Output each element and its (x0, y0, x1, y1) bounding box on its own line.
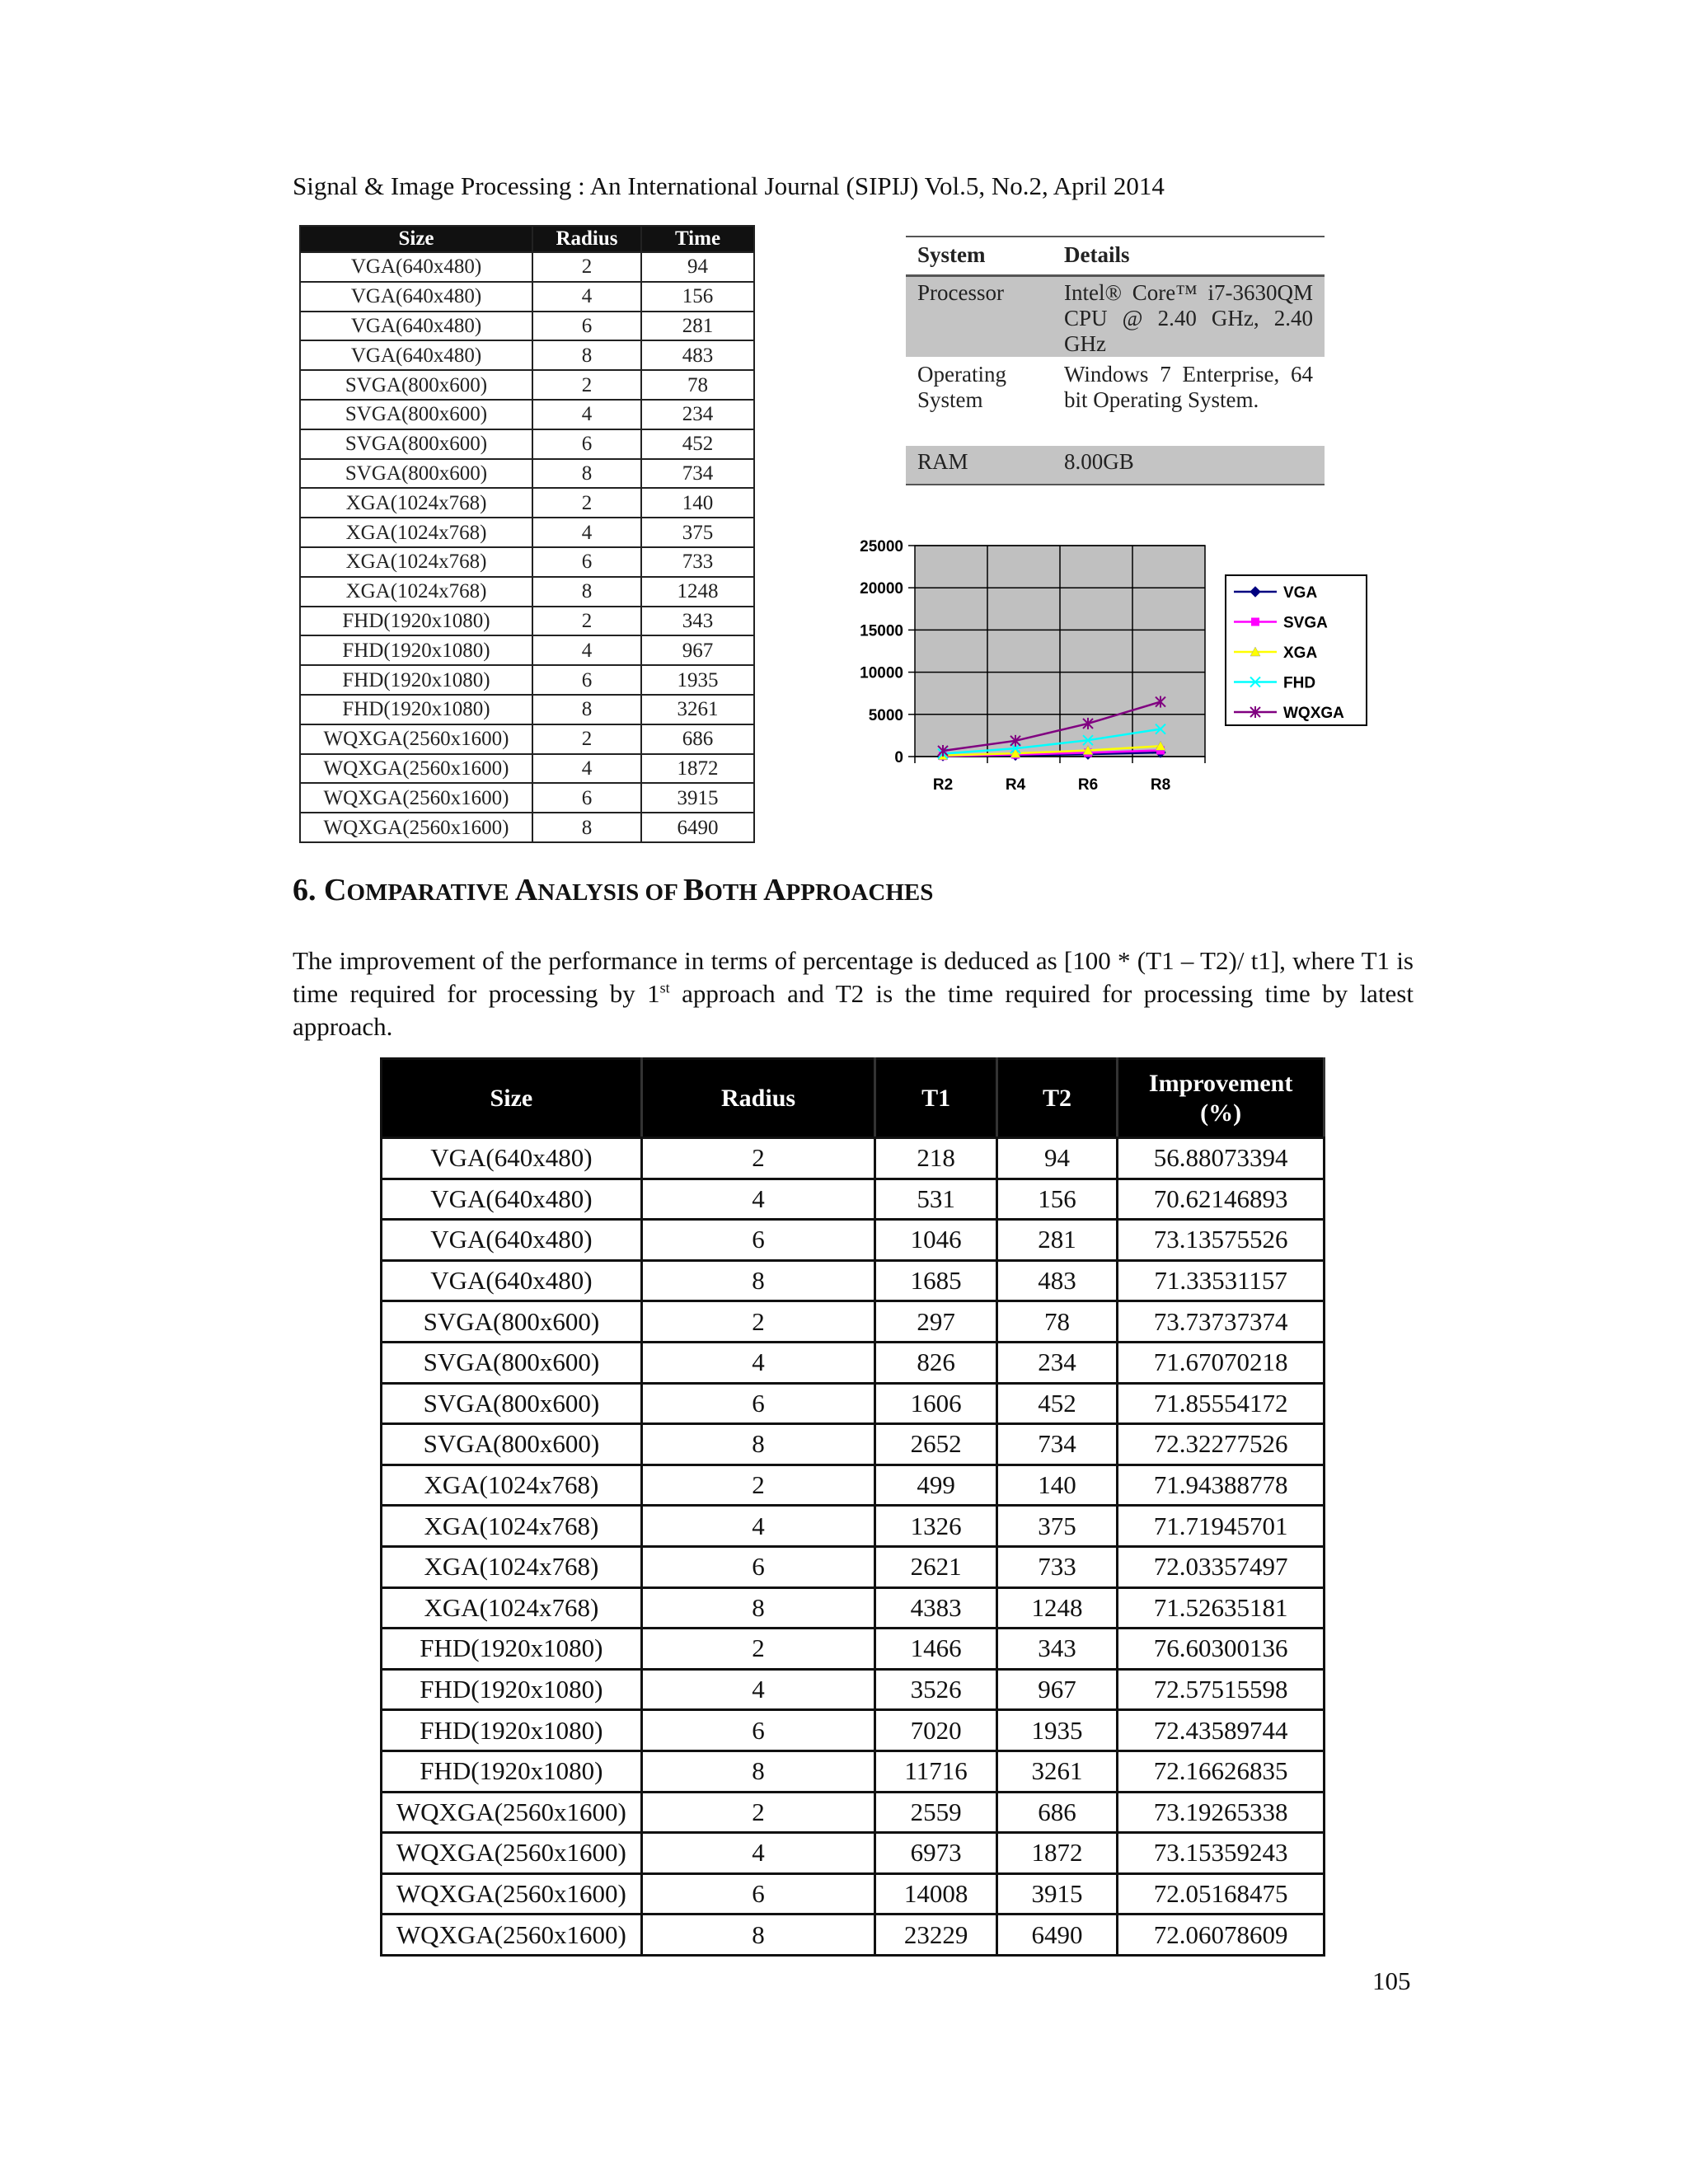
table-cell: WQXGA(2560x1600) (382, 1833, 642, 1874)
table-cell: 8 (532, 577, 641, 607)
table-cell: 2621 (875, 1546, 997, 1587)
table-cell: WQXGA(2560x1600) (300, 754, 532, 784)
table-cell: WQXGA(2560x1600) (300, 783, 532, 813)
performance-line-chart (832, 527, 1376, 808)
table-cell: 72.03357497 (1118, 1546, 1325, 1587)
table-cell: 1935 (641, 665, 754, 695)
comparison-table-row (382, 1342, 1325, 1383)
table-cell: WQXGA(2560x1600) (300, 813, 532, 842)
comparison-table-row (382, 1301, 1325, 1343)
table-cell: 2652 (875, 1424, 997, 1465)
legend-label: VGA (1283, 584, 1318, 602)
table-cell: 72.32277526 (1118, 1424, 1325, 1465)
chart-legend (1226, 575, 1367, 725)
table-cell: 6490 (641, 813, 754, 842)
table-cell: 234 (641, 400, 754, 429)
table-cell: 8 (641, 1750, 875, 1792)
legend-marker (1251, 618, 1259, 626)
table-cell: 73.15359243 (1118, 1833, 1325, 1874)
spec-row-ram (906, 446, 1325, 484)
timing-table-row (300, 577, 754, 607)
timing-table-row (300, 312, 754, 341)
table-cell: 6973 (875, 1833, 997, 1874)
comparison-table-row (382, 1669, 1325, 1710)
table-cell: 4 (532, 400, 641, 429)
comparison-table-row (382, 1792, 1325, 1833)
table-cell: 2 (641, 1465, 875, 1506)
table-cell: FHD(1920x1080) (382, 1750, 642, 1792)
table-cell: 6 (641, 1383, 875, 1424)
table-cell: 375 (996, 1506, 1117, 1547)
table-cell: 94 (641, 252, 754, 282)
spec-label: Processor (917, 280, 1004, 305)
ordinal-superscript: st (659, 979, 670, 996)
table-cell: 1872 (996, 1833, 1117, 1874)
table-cell: VGA(640x480) (382, 1179, 642, 1220)
table-cell: 156 (996, 1179, 1117, 1220)
table-cell: 11716 (875, 1750, 997, 1792)
table-cell: 6 (641, 1546, 875, 1587)
table-cell: 4 (532, 754, 641, 784)
table-cell: FHD(1920x1080) (300, 635, 532, 665)
timing-table-row (300, 370, 754, 400)
table-cell: 73.19265338 (1118, 1792, 1325, 1833)
comparison-table-row (382, 1424, 1325, 1465)
table-cell: WQXGA(2560x1600) (382, 1873, 642, 1915)
timing-table-body (300, 252, 754, 842)
y-tick-label: 10000 (860, 664, 903, 682)
table-cell: 1248 (641, 577, 754, 607)
table-cell: 4 (641, 1669, 875, 1710)
spec-label: RAM (917, 449, 968, 474)
table-cell: 734 (996, 1424, 1117, 1465)
table-cell: 6490 (996, 1915, 1117, 1956)
table-cell: 4 (641, 1342, 875, 1383)
spec-value: 8.00GB (1064, 449, 1134, 474)
table-cell: 8 (641, 1587, 875, 1629)
table-cell: VGA(640x480) (300, 252, 532, 282)
table-cell: 1326 (875, 1506, 997, 1547)
table-cell: 94 (996, 1138, 1117, 1179)
spec-header-system: System (917, 242, 986, 267)
table-cell: VGA(640x480) (382, 1220, 642, 1261)
table-cell: 2 (641, 1629, 875, 1670)
table-cell: FHD(1920x1080) (300, 607, 532, 636)
comparison-table-row (382, 1179, 1325, 1220)
table-cell: 6 (532, 547, 641, 577)
table-cell: 4383 (875, 1587, 997, 1629)
table-cell: 483 (996, 1260, 1117, 1301)
table-cell: WQXGA(2560x1600) (382, 1792, 642, 1833)
spec-label: Operating System (917, 362, 1006, 412)
y-tick-label: 20000 (860, 580, 903, 598)
table-cell: 78 (641, 370, 754, 400)
comparison-header-t1: T1 (875, 1059, 997, 1138)
comparison-table-row (382, 1833, 1325, 1874)
table-cell: 1872 (641, 754, 754, 784)
table-cell: XGA(1024x768) (382, 1587, 642, 1629)
table-cell: 8 (532, 459, 641, 489)
table-cell: 686 (641, 724, 754, 754)
table-cell: VGA(640x480) (382, 1138, 642, 1179)
comparison-table-row (382, 1710, 1325, 1751)
table-cell: 6 (532, 312, 641, 341)
x-tick-label: R4 (1005, 776, 1026, 794)
table-cell: 234 (996, 1342, 1117, 1383)
heading-part: OTH (704, 879, 764, 906)
table-cell: 3261 (996, 1750, 1117, 1792)
table-cell: VGA(640x480) (300, 340, 532, 370)
running-header: Signal & Image Processing : An International Journal (SIPIJ) Vol.5, No.2, April 2014 (293, 171, 1165, 200)
table-cell: 2559 (875, 1792, 997, 1833)
table-cell: SVGA(800x600) (382, 1301, 642, 1343)
timing-table-row (300, 252, 754, 282)
table-cell: 3915 (641, 783, 754, 813)
table-cell: 73.13575526 (1118, 1220, 1325, 1261)
table-cell: 3915 (996, 1873, 1117, 1915)
table-cell: 72.43589744 (1118, 1710, 1325, 1751)
comparison-table-row (382, 1138, 1325, 1179)
timing-table-row (300, 400, 754, 429)
table-cell: 343 (641, 607, 754, 636)
table-cell: 375 (641, 518, 754, 547)
table-cell: SVGA(800x600) (300, 370, 532, 400)
table-cell: 8 (532, 813, 641, 842)
comparison-table-row (382, 1260, 1325, 1301)
table-cell: 218 (875, 1138, 997, 1179)
table-cell: 71.52635181 (1118, 1587, 1325, 1629)
table-cell: FHD(1920x1080) (382, 1629, 642, 1670)
table-cell: 72.57515598 (1118, 1669, 1325, 1710)
table-cell: 343 (996, 1629, 1117, 1670)
table-cell: 73.73737374 (1118, 1301, 1325, 1343)
comparison-table-row (382, 1465, 1325, 1506)
spec-header-row (906, 237, 1325, 277)
table-cell: 71.33531157 (1118, 1260, 1325, 1301)
table-cell: FHD(1920x1080) (382, 1669, 642, 1710)
table-cell: SVGA(800x600) (300, 400, 532, 429)
comparison-header-improvement: Improvement (%) (1118, 1059, 1325, 1138)
x-tick-label: R8 (1150, 776, 1171, 794)
comparison-header-t2: T2 (996, 1059, 1117, 1138)
timing-table (299, 225, 755, 843)
table-cell: 4 (532, 635, 641, 665)
table-cell: 1248 (996, 1587, 1117, 1629)
table-cell: 2 (532, 607, 641, 636)
table-cell: VGA(640x480) (300, 282, 532, 312)
paragraph-text-start: The improvement of the performance in terms of percentage is deduced as [100 * (T1 – T2)/ t1], where T1 is time required for processing by 1 (293, 946, 1414, 1008)
table-cell: 2 (641, 1301, 875, 1343)
table-cell: 2 (532, 370, 641, 400)
table-cell: 2 (532, 488, 641, 518)
comparison-table-row (382, 1546, 1325, 1587)
system-spec-table (906, 236, 1325, 485)
timing-table-row (300, 607, 754, 636)
legend-label: SVGA (1283, 614, 1328, 632)
comparison-table-row (382, 1506, 1325, 1547)
table-cell: 733 (641, 547, 754, 577)
table-cell: 23229 (875, 1915, 997, 1956)
y-tick-label: 25000 (860, 538, 903, 555)
timing-table-row (300, 813, 754, 842)
section-paragraph (293, 944, 1414, 1043)
timing-table-row (300, 282, 754, 312)
heading-part: A (514, 873, 538, 907)
timing-table-row (300, 547, 754, 577)
paragraph-text-end: approach and T2 is the time required for processing time by latest approach. (293, 979, 1414, 1041)
comparison-header-row (382, 1059, 1325, 1138)
table-cell: 4 (532, 282, 641, 312)
table-cell: 7020 (875, 1710, 997, 1751)
table-cell: 2 (532, 252, 641, 282)
table-cell: 76.60300136 (1118, 1629, 1325, 1670)
spec-value: Intel® Core™ i7-3630QM CPU @ 2.40 GHz, 2.40 GHz (1064, 280, 1313, 356)
heading-part: B (683, 873, 705, 907)
table-cell: 8 (641, 1424, 875, 1465)
comparison-table-row (382, 1629, 1325, 1670)
table-cell: SVGA(800x600) (382, 1383, 642, 1424)
table-cell: 3261 (641, 695, 754, 724)
section-heading (293, 872, 933, 908)
table-cell: FHD(1920x1080) (300, 695, 532, 724)
table-cell: 733 (996, 1546, 1117, 1587)
table-cell: 8 (532, 695, 641, 724)
y-tick-label: 5000 (868, 706, 903, 724)
y-tick-label: 0 (894, 749, 903, 766)
table-cell: 6 (641, 1220, 875, 1261)
table-cell: 2 (641, 1792, 875, 1833)
table-cell: 8 (532, 340, 641, 370)
page-number: 105 (1372, 1966, 1411, 1995)
comparison-table-body (382, 1138, 1325, 1956)
table-cell: XGA(1024x768) (382, 1465, 642, 1506)
table-cell: 4 (532, 518, 641, 547)
legend-label: WQXGA (1283, 705, 1344, 722)
timing-table-row (300, 518, 754, 547)
table-cell: 72.16626835 (1118, 1750, 1325, 1792)
table-cell: 4 (641, 1833, 875, 1874)
table-cell: 78 (996, 1301, 1117, 1343)
table-cell: 8 (641, 1260, 875, 1301)
spec-value: Windows 7 Enterprise, 64 bit Operating System. (1064, 362, 1313, 412)
comparison-table-row (382, 1750, 1325, 1792)
table-cell: 1606 (875, 1383, 997, 1424)
legend-label: XGA (1283, 644, 1318, 662)
table-cell: SVGA(800x600) (300, 429, 532, 459)
table-cell: 3526 (875, 1669, 997, 1710)
table-cell: 4 (641, 1179, 875, 1220)
comparison-table (380, 1057, 1325, 1957)
comparison-header-radius: Radius (641, 1059, 875, 1138)
table-cell: XGA(1024x768) (300, 518, 532, 547)
table-cell: 8 (641, 1915, 875, 1956)
timing-header-radius: Radius (532, 226, 641, 252)
spec-row-processor (906, 277, 1325, 359)
timing-table-row (300, 783, 754, 813)
heading-part: OMPARATIVE (346, 879, 515, 906)
table-cell: 72.06078609 (1118, 1915, 1325, 1956)
table-cell: 71.85554172 (1118, 1383, 1325, 1424)
table-cell: 4 (641, 1506, 875, 1547)
table-cell: 71.71945701 (1118, 1506, 1325, 1547)
heading-part: PPROACHES (785, 879, 934, 906)
table-cell: 1935 (996, 1710, 1117, 1751)
x-tick-label: R2 (932, 776, 954, 794)
comparison-header-size: Size (382, 1059, 642, 1138)
table-cell: SVGA(800x600) (300, 459, 532, 489)
table-cell: 734 (641, 459, 754, 489)
table-cell: XGA(1024x768) (300, 547, 532, 577)
table-cell: FHD(1920x1080) (300, 665, 532, 695)
timing-table-header-row (300, 226, 754, 252)
table-cell: 2 (532, 724, 641, 754)
table-cell: 483 (641, 340, 754, 370)
table-cell: 297 (875, 1301, 997, 1343)
timing-header-size: Size (300, 226, 532, 252)
table-cell: 6 (532, 665, 641, 695)
table-cell: WQXGA(2560x1600) (382, 1915, 642, 1956)
table-cell: VGA(640x480) (382, 1260, 642, 1301)
comparison-table-row (382, 1915, 1325, 1956)
timing-table-row (300, 459, 754, 489)
timing-table-row (300, 695, 754, 724)
table-cell: 826 (875, 1342, 997, 1383)
table-cell: 967 (996, 1669, 1117, 1710)
table-cell: 531 (875, 1179, 997, 1220)
heading-part: NALYSIS OF (537, 879, 683, 906)
comparison-table-row (382, 1873, 1325, 1915)
table-cell: 452 (996, 1383, 1117, 1424)
table-cell: SVGA(800x600) (382, 1424, 642, 1465)
x-tick-label: R6 (1077, 776, 1099, 794)
table-cell: 6 (532, 429, 641, 459)
timing-table-row (300, 754, 754, 784)
heading-part: A (763, 873, 786, 907)
table-cell: 281 (996, 1220, 1117, 1261)
table-cell: 1466 (875, 1629, 997, 1670)
spec-header-details: Details (1064, 242, 1130, 267)
table-cell: XGA(1024x768) (382, 1506, 642, 1547)
table-cell: 281 (641, 312, 754, 341)
table-cell: 686 (996, 1792, 1117, 1833)
table-cell: 452 (641, 429, 754, 459)
table-cell: XGA(1024x768) (300, 488, 532, 518)
comparison-table-row (382, 1383, 1325, 1424)
table-cell: 1046 (875, 1220, 997, 1261)
table-cell: 140 (641, 488, 754, 518)
table-cell: 71.67070218 (1118, 1342, 1325, 1383)
table-cell: 71.94388778 (1118, 1465, 1325, 1506)
timing-table-row (300, 724, 754, 754)
timing-table-row (300, 488, 754, 518)
table-cell: 6 (641, 1710, 875, 1751)
comparison-table-row (382, 1220, 1325, 1261)
table-cell: 2 (641, 1138, 875, 1179)
table-cell: WQXGA(2560x1600) (300, 724, 532, 754)
table-cell: 967 (641, 635, 754, 665)
table-cell: 140 (996, 1465, 1117, 1506)
timing-header-time: Time (641, 226, 754, 252)
table-cell: 1685 (875, 1260, 997, 1301)
table-cell: 499 (875, 1465, 997, 1506)
spec-row-os (906, 359, 1325, 446)
table-cell: VGA(640x480) (300, 312, 532, 341)
comparison-table-row (382, 1587, 1325, 1629)
y-tick-label: 15000 (860, 622, 903, 640)
table-cell: 56.88073394 (1118, 1138, 1325, 1179)
timing-table-row (300, 635, 754, 665)
table-cell: FHD(1920x1080) (382, 1710, 642, 1751)
table-cell: SVGA(800x600) (382, 1342, 642, 1383)
table-cell: 14008 (875, 1873, 997, 1915)
table-cell: 70.62146893 (1118, 1179, 1325, 1220)
timing-table-row (300, 429, 754, 459)
table-cell: XGA(1024x768) (382, 1546, 642, 1587)
table-cell: XGA(1024x768) (300, 577, 532, 607)
heading-part: 6. C (293, 873, 347, 907)
table-cell: 6 (532, 783, 641, 813)
legend-label: FHD (1283, 674, 1316, 692)
table-cell: 6 (641, 1873, 875, 1915)
table-cell: 156 (641, 282, 754, 312)
timing-table-row (300, 665, 754, 695)
timing-table-row (300, 340, 754, 370)
table-cell: 72.05168475 (1118, 1873, 1325, 1915)
